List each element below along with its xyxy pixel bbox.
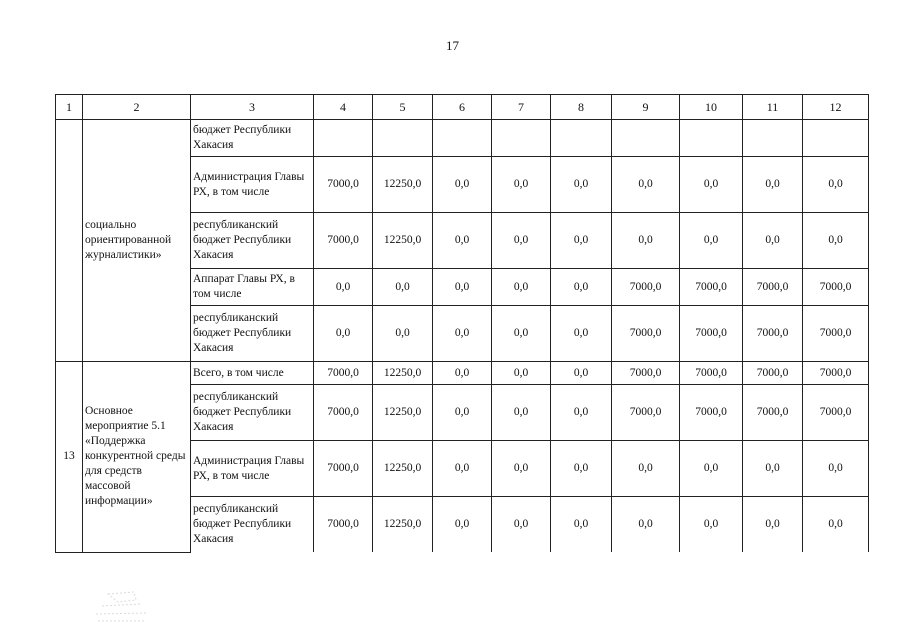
value-cell: 7000,0 xyxy=(612,269,680,306)
value-cell: 0,0 xyxy=(314,269,373,306)
value-cell xyxy=(373,120,433,157)
value-cell: 7000,0 xyxy=(612,362,680,385)
value-cell: 12250,0 xyxy=(373,385,433,441)
value-cell: 0,0 xyxy=(743,441,803,497)
funding-source-cell: Администрация Главы РХ, в том числе xyxy=(191,157,314,213)
value-cell: 0,0 xyxy=(612,157,680,213)
value-cell: 7000,0 xyxy=(314,362,373,385)
column-header: 8 xyxy=(551,95,612,120)
value-cell: 0,0 xyxy=(492,269,551,306)
value-cell: 0,0 xyxy=(433,385,492,441)
value-cell: 0,0 xyxy=(551,497,612,553)
value-cell: 12250,0 xyxy=(373,441,433,497)
value-cell xyxy=(492,120,551,157)
value-cell: 0,0 xyxy=(803,157,869,213)
value-cell: 12250,0 xyxy=(373,157,433,213)
value-cell: 0,0 xyxy=(612,497,680,553)
column-header: 9 xyxy=(612,95,680,120)
column-header: 4 xyxy=(314,95,373,120)
value-cell: 7000,0 xyxy=(612,385,680,441)
value-cell xyxy=(803,120,869,157)
value-cell: 0,0 xyxy=(433,213,492,269)
value-cell: 0,0 xyxy=(373,306,433,362)
value-cell: 12250,0 xyxy=(373,213,433,269)
funding-source-cell: республиканский бюджет Республики Хакасия xyxy=(191,306,314,362)
value-cell xyxy=(551,120,612,157)
value-cell: 0,0 xyxy=(803,441,869,497)
value-cell: 7000,0 xyxy=(314,441,373,497)
faded-stamp-icon xyxy=(88,588,154,626)
value-cell: 7000,0 xyxy=(743,306,803,362)
value-cell: 0,0 xyxy=(680,213,743,269)
value-cell: 0,0 xyxy=(433,306,492,362)
funding-source-cell: республиканский бюджет Республики Хакасия xyxy=(191,497,314,553)
funding-source-cell: Администрация Главы РХ, в том числе xyxy=(191,441,314,497)
value-cell: 7000,0 xyxy=(743,269,803,306)
value-cell: 7000,0 xyxy=(680,362,743,385)
value-cell: 0,0 xyxy=(433,157,492,213)
value-cell: 0,0 xyxy=(551,385,612,441)
page-number: 17 xyxy=(446,38,459,53)
budget-table xyxy=(55,94,869,553)
column-header: 10 xyxy=(680,95,743,120)
value-cell: 7000,0 xyxy=(803,362,869,385)
value-cell: 0,0 xyxy=(551,213,612,269)
value-cell: 0,0 xyxy=(680,157,743,213)
row-index-cell xyxy=(56,120,83,362)
value-cell: 0,0 xyxy=(433,362,492,385)
column-header: 7 xyxy=(492,95,551,120)
value-cell: 0,0 xyxy=(492,497,551,553)
column-header: 6 xyxy=(433,95,492,120)
table-row xyxy=(56,362,869,385)
value-cell: 12250,0 xyxy=(373,362,433,385)
value-cell xyxy=(743,120,803,157)
value-cell: 0,0 xyxy=(680,497,743,553)
funding-source-cell: республиканский бюджет Республики Хакасия xyxy=(191,385,314,441)
value-cell: 0,0 xyxy=(551,441,612,497)
value-cell: 7000,0 xyxy=(743,362,803,385)
value-cell: 0,0 xyxy=(433,269,492,306)
funding-source-cell: Аппарат Главы РХ, в том числе xyxy=(191,269,314,306)
value-cell: 7000,0 xyxy=(803,306,869,362)
funding-source-cell: республиканский бюджет Республики Хакасия xyxy=(191,213,314,269)
value-cell xyxy=(433,120,492,157)
column-header: 11 xyxy=(743,95,803,120)
column-header: 12 xyxy=(803,95,869,120)
value-cell: 0,0 xyxy=(314,306,373,362)
value-cell: 7000,0 xyxy=(743,385,803,441)
value-cell: 7000,0 xyxy=(680,306,743,362)
activity-name-cell: социально ориентированной журналистики» xyxy=(83,120,191,362)
column-header: 2 xyxy=(83,95,191,120)
value-cell: 0,0 xyxy=(743,157,803,213)
value-cell: 0,0 xyxy=(803,213,869,269)
column-header: 5 xyxy=(373,95,433,120)
value-cell: 0,0 xyxy=(492,306,551,362)
value-cell: 7000,0 xyxy=(314,213,373,269)
value-cell: 0,0 xyxy=(680,441,743,497)
column-header: 3 xyxy=(191,95,314,120)
value-cell: 7000,0 xyxy=(612,306,680,362)
value-cell: 0,0 xyxy=(612,213,680,269)
value-cell: 0,0 xyxy=(492,362,551,385)
value-cell: 7000,0 xyxy=(803,269,869,306)
value-cell: 0,0 xyxy=(492,441,551,497)
value-cell: 0,0 xyxy=(492,157,551,213)
funding-source-cell: Всего, в том числе xyxy=(191,362,314,385)
value-cell: 7000,0 xyxy=(314,385,373,441)
funding-source-cell: бюджет Республики Хакасия xyxy=(191,120,314,157)
value-cell: 0,0 xyxy=(551,362,612,385)
value-cell: 0,0 xyxy=(551,157,612,213)
value-cell: 0,0 xyxy=(803,497,869,553)
value-cell: 7000,0 xyxy=(680,385,743,441)
value-cell: 0,0 xyxy=(433,441,492,497)
value-cell xyxy=(314,120,373,157)
value-cell: 0,0 xyxy=(743,213,803,269)
value-cell: 0,0 xyxy=(433,497,492,553)
row-index-cell: 13 xyxy=(56,362,83,553)
value-cell: 0,0 xyxy=(612,441,680,497)
value-cell xyxy=(612,120,680,157)
value-cell: 7000,0 xyxy=(314,497,373,553)
value-cell: 0,0 xyxy=(551,306,612,362)
value-cell: 0,0 xyxy=(743,497,803,553)
value-cell: 7000,0 xyxy=(314,157,373,213)
value-cell xyxy=(680,120,743,157)
activity-name-cell: Основное мероприятие 5.1 «Поддержка конкурентной среды для средств массовой информации» xyxy=(83,362,191,553)
value-cell: 0,0 xyxy=(492,385,551,441)
value-cell: 7000,0 xyxy=(680,269,743,306)
value-cell: 0,0 xyxy=(551,269,612,306)
value-cell: 0,0 xyxy=(492,213,551,269)
header-row xyxy=(56,95,869,120)
column-header: 1 xyxy=(56,95,83,120)
table-row xyxy=(56,120,869,157)
value-cell: 0,0 xyxy=(373,269,433,306)
value-cell: 7000,0 xyxy=(803,385,869,441)
value-cell: 12250,0 xyxy=(373,497,433,553)
